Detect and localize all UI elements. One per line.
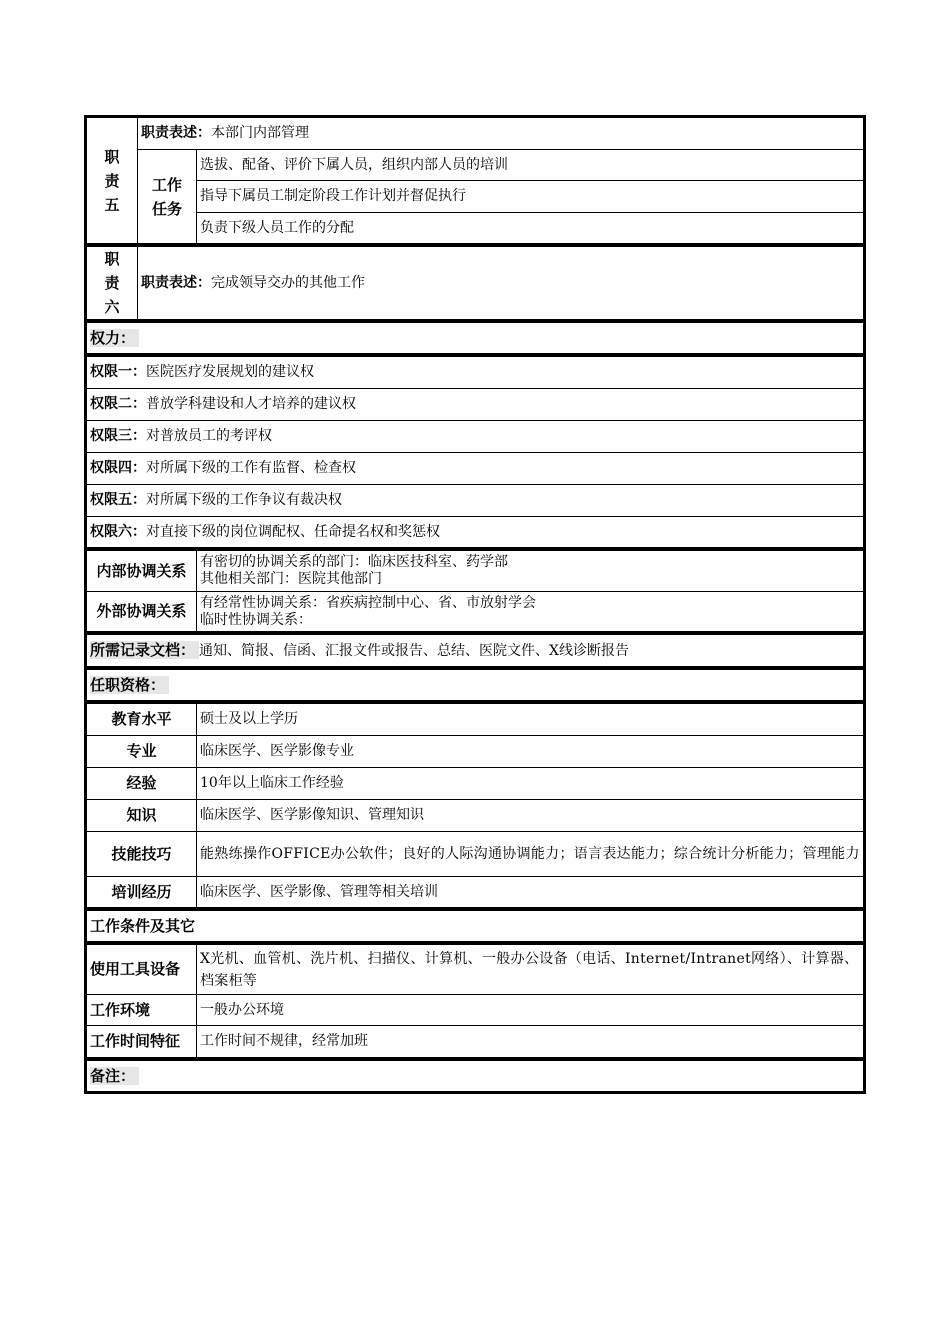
qual-label: 技能技巧 xyxy=(87,832,197,877)
notes-title: 备注： xyxy=(87,1061,864,1092)
condition-label: 工作时间特征 xyxy=(87,1026,197,1058)
power-item: 权限六：对直接下级的岗位调配权、任命提名权和奖惩权 xyxy=(87,517,864,548)
condition-label: 工作环境 xyxy=(87,995,197,1026)
duties-block xyxy=(84,115,866,246)
condition-label: 使用工具设备 xyxy=(87,945,197,995)
power-items-block xyxy=(84,356,866,550)
power-block xyxy=(84,322,866,356)
condition-value: X光机、血管机、洗片机、扫描仪、计算机、一般办公设备（电话、Internet/Intranet网络）、计算器、档案柜等 xyxy=(197,945,864,995)
qual-value: 临床医学、医学影像专业 xyxy=(197,736,864,768)
qual-value: 能熟练操作OFFICE办公软件；良好的人际沟通协调能力；语言表达能力；综合统计分析能力；管理能力 xyxy=(197,832,864,877)
records-value: 通知、简报、信函、汇报文件或报告、总结、医院文件、X线诊断报告 xyxy=(199,642,629,659)
duty6-desc-label: 职责表述： xyxy=(141,274,211,291)
internal-relations-value: 有密切的协调关系的部门：临床医技科室、药学部 其他相关部门：医院其他部门 xyxy=(197,551,864,592)
power-item: 权限五：对所属下级的工作争议有裁决权 xyxy=(87,485,864,517)
duty5-task-2: 指导下属员工制定阶段工作计划并督促执行 xyxy=(197,181,864,213)
duty6-label: 职 责 六 xyxy=(87,247,138,320)
duty5-task-label: 工作 任务 xyxy=(138,150,197,244)
qual-label: 专业 xyxy=(87,736,197,768)
duty6-desc-value: 完成领导交办的其他工作 xyxy=(211,274,365,291)
condition-value: 工作时间不规律，经常加班 xyxy=(197,1026,864,1058)
conditions-block xyxy=(84,944,866,1060)
qual-label: 知识 xyxy=(87,800,197,832)
qual-value: 临床医学、医学影像知识、管理知识 xyxy=(197,800,864,832)
job-description-document xyxy=(84,115,866,1094)
qual-value: 临床医学、医学影像、管理等相关培训 xyxy=(197,877,864,908)
records-label: 所需记录文档： xyxy=(90,641,199,659)
power-item: 权限一：医院医疗发展规划的建议权 xyxy=(87,357,864,389)
duty5-desc-label: 职责表述： xyxy=(141,125,211,141)
qual-value: 硕士及以上学历 xyxy=(197,704,864,736)
power-item: 权限三：对普放员工的考评权 xyxy=(87,421,864,453)
records-block xyxy=(84,634,866,669)
power-item: 权限二：普放学科建设和人才培养的建议权 xyxy=(87,389,864,421)
duty5-task-3: 负责下级人员工作的分配 xyxy=(197,213,864,244)
notes-block xyxy=(84,1060,866,1094)
conditions-title: 工作条件及其它 xyxy=(87,911,864,942)
duty5-description xyxy=(138,118,864,150)
external-relations-value: 有经常性协调关系：省疾病控制中心、省、市放射学会 临时性协调关系： xyxy=(197,592,864,632)
qualifications-title: 任职资格： xyxy=(87,670,864,701)
internal-relations-label: 内部协调关系 xyxy=(87,551,197,592)
relations-block xyxy=(84,550,866,634)
power-item: 权限四：对所属下级的工作有监督、检查权 xyxy=(87,453,864,485)
condition-value: 一般办公环境 xyxy=(197,995,864,1026)
qual-label: 教育水平 xyxy=(87,704,197,736)
qual-label: 培训经历 xyxy=(87,877,197,908)
duty5-task-1: 选拔、配备、评价下属人员，组织内部人员的培训 xyxy=(197,150,864,181)
qual-value: 10年以上临床工作经验 xyxy=(197,768,864,800)
records-row xyxy=(87,635,864,667)
duty5-label: 职 责 五 xyxy=(87,118,138,244)
duty6-description xyxy=(138,247,864,320)
conditions-title-block xyxy=(84,910,866,944)
qualifications-block xyxy=(84,703,866,910)
qual-label: 经验 xyxy=(87,768,197,800)
qualifications-title-block xyxy=(84,669,866,703)
power-title: 权力： xyxy=(87,323,864,354)
duty6-block xyxy=(84,246,866,322)
external-relations-label: 外部协调关系 xyxy=(87,592,197,632)
duty5-desc-value: 本部门内部管理 xyxy=(211,125,309,141)
